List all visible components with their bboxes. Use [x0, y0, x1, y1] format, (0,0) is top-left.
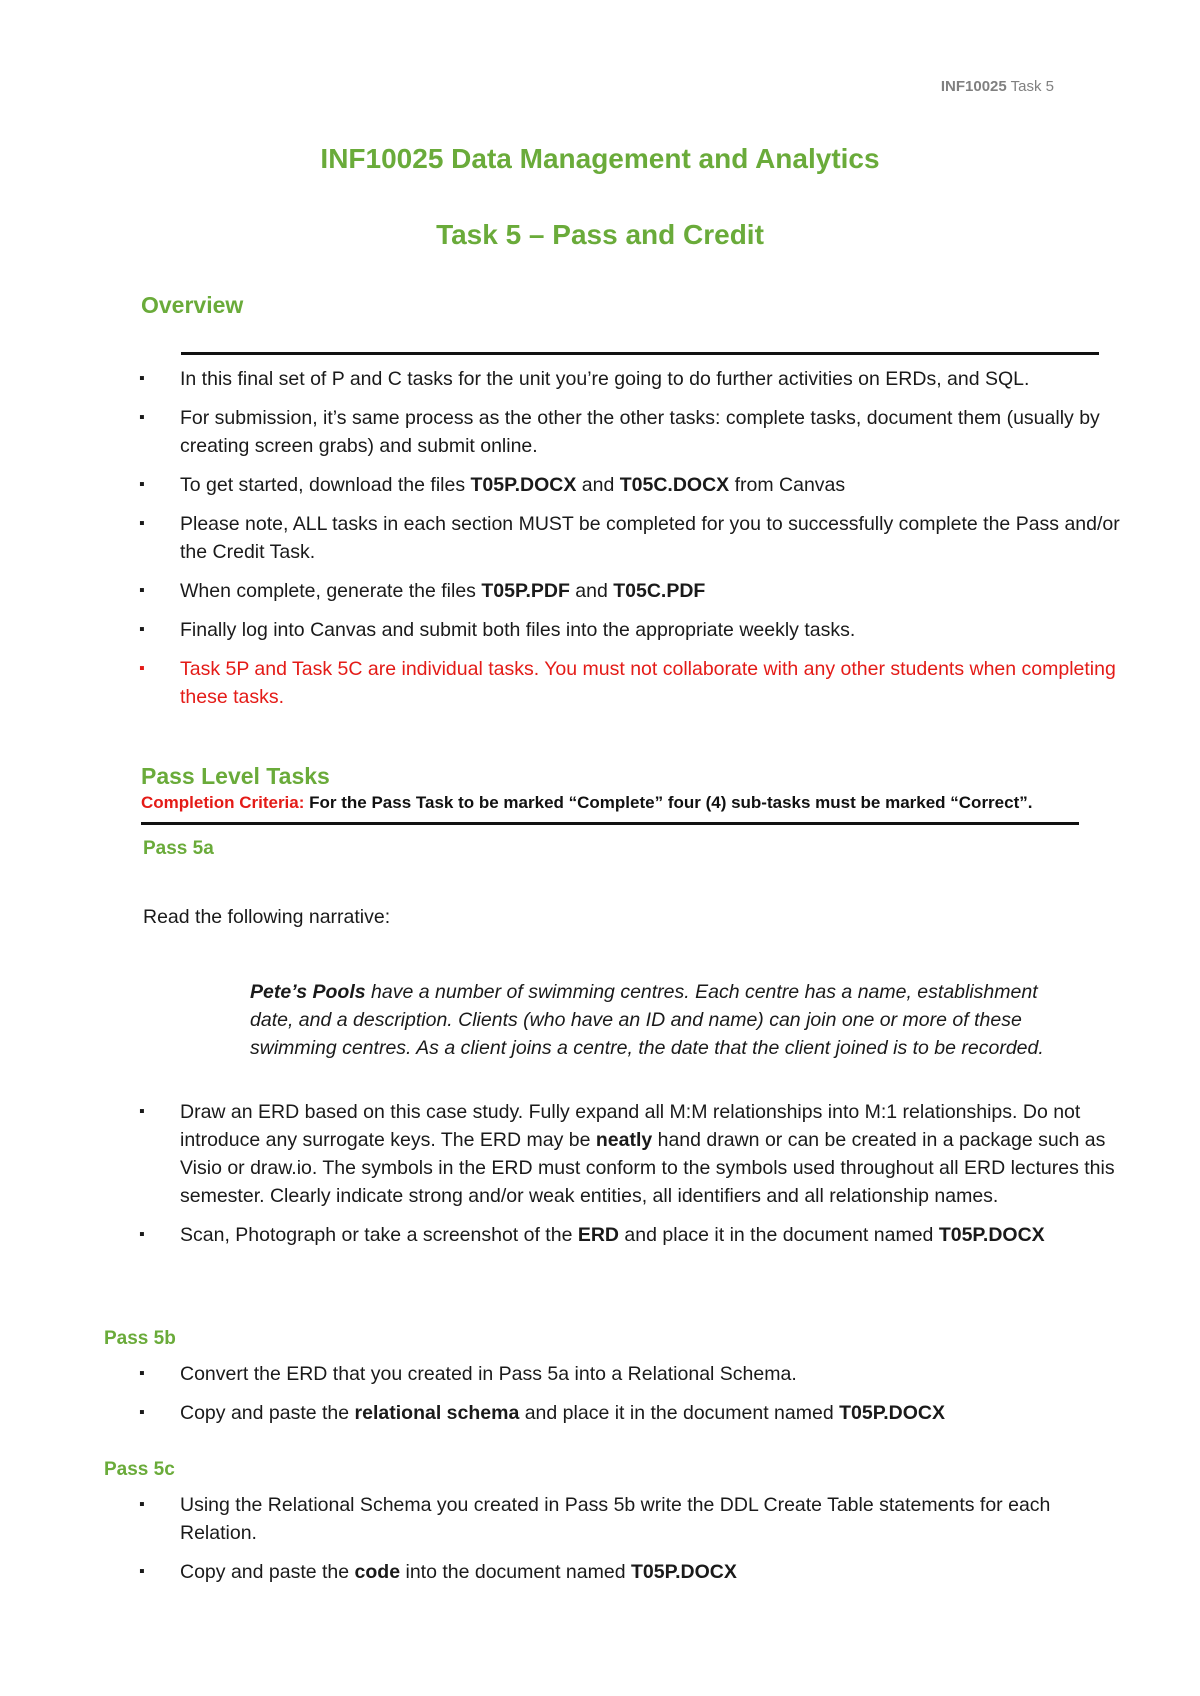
bullet-icon: ▪	[139, 621, 145, 638]
completion-criteria: Completion Criteria: For the Pass Task to be marked “Complete” four (4) sub-tasks must be marked “Correct”.	[141, 793, 1033, 812]
overview-divider	[181, 352, 1099, 355]
pass-5c-heading: Pass 5c	[104, 1459, 175, 1480]
list-item: ▪ Finally log into Canvas and submit both files into the appropriate weekly tasks.	[0, 616, 1120, 644]
pass-5b-heading: Pass 5b	[104, 1328, 176, 1349]
pass-heading: Pass Level Tasks	[141, 763, 330, 789]
header-task: Task 5	[1010, 78, 1054, 95]
list-item: ▪ Using the Relational Schema you created in Pass 5b write the DDL Create Table statements for each Relation.	[0, 1491, 1120, 1547]
bullet-icon: ▪	[139, 1563, 145, 1580]
bullet-icon: ▪	[139, 1404, 145, 1421]
list-item: ▪ To get started, download the files T05P.DOCX and T05C.DOCX from Canvas	[0, 471, 1120, 499]
bullet-icon: ▪	[139, 660, 145, 677]
pass-5b-list	[0, 1360, 1120, 1438]
list-item: ▪ Draw an ERD based on this case study. Fully expand all M:M relationships into M:1 relationships. Do not introduce any surrogate keys. The ERD may be neatly hand drawn or can be created in a package such as Visio or draw.io. The symbols in the ERD must conform to the symbols used throughout all ERD lectures this semester. Clearly indicate strong and/or weak entities, all identifiers and all relationship names.	[0, 1098, 1120, 1210]
running-header	[941, 78, 1054, 95]
list-item: ▪ Copy and paste the code into the document named T05P.DOCX	[0, 1558, 1120, 1586]
list-item: ▪ Convert the ERD that you created in Pass 5a into a Relational Schema.	[0, 1360, 1120, 1388]
narrative-quote: Pete’s Pools have a number of swimming centres. Each centre has a name, establishment date, and a description. Clients (who have an ID and name) can join one or more of these swimming centres. As a client joins a centre, the date that the client joined is to be recorded.	[250, 981, 1044, 1059]
pass-5a-list	[0, 1098, 1120, 1260]
bullet-icon: ▪	[139, 515, 145, 532]
bullet-icon: ▪	[139, 1496, 145, 1513]
list-item: ▪ Please note, ALL tasks in each section MUST be completed for you to successfully complete the Pass and/or the Credit Task.	[0, 510, 1120, 566]
overview-heading: Overview	[141, 292, 244, 318]
list-item: ▪ For submission, it’s same process as the other the other tasks: complete tasks, document them (usually by creating screen grabs) and submit online.	[0, 404, 1120, 460]
pass-5c-list	[0, 1491, 1120, 1597]
list-item-warning: ▪ Task 5P and Task 5C are individual tasks. You must not collaborate with any other students when completing these tasks.	[0, 655, 1120, 711]
header-course-code: INF10025	[940, 78, 1007, 95]
list-item: ▪ In this final set of P and C tasks for the unit you’re going to do further activities on ERDs, and SQL.	[0, 365, 1120, 393]
bullet-icon: ▪	[139, 476, 145, 493]
bullet-icon: ▪	[139, 409, 145, 426]
pass-5a-intro: Read the following narrative:	[143, 906, 391, 928]
bullet-icon: ▪	[139, 1226, 145, 1243]
document-subtitle: Task 5 – Pass and Credit	[436, 219, 764, 250]
document-title: INF10025 Data Management and Analytics	[320, 143, 880, 174]
bullet-icon: ▪	[139, 1103, 145, 1120]
bullet-icon: ▪	[139, 582, 145, 599]
list-item: ▪ Copy and paste the relational schema and place it in the document named T05P.DOCX	[0, 1399, 1120, 1427]
list-item: ▪ When complete, generate the files T05P.PDF and T05C.PDF	[0, 577, 1120, 605]
overview-list	[0, 365, 1120, 722]
pass-5a-heading: Pass 5a	[143, 838, 214, 859]
bullet-icon: ▪	[139, 1365, 145, 1382]
list-item: ▪ Scan, Photograph or take a screenshot of the ERD and place it in the document named T05P.DOCX	[0, 1221, 1120, 1249]
bullet-icon: ▪	[139, 370, 145, 387]
pass-divider	[141, 822, 1079, 825]
